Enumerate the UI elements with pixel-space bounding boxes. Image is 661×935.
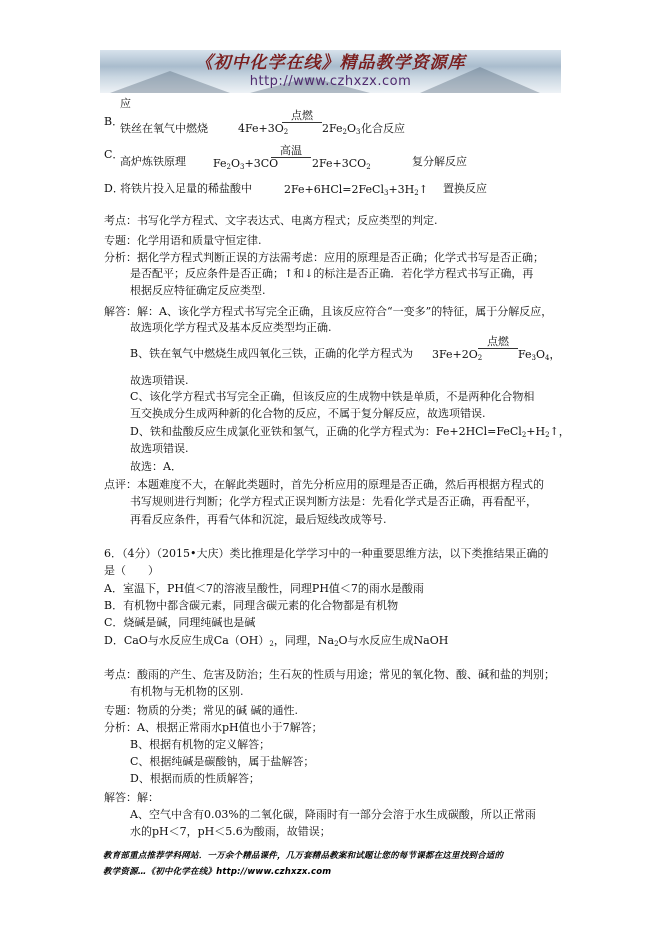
q5-option-c-lhs: $Fe_2O_3+3CO$ [213,157,279,171]
q6-jieda-line: 水的pH＜7，pH＜5.6为酸雨，故错误； [130,825,331,838]
q6-fenxi-line: C、根据纯碱是碳酸钠，属于盐解答； [130,755,315,768]
header-banner [100,50,561,93]
q6-fenxi-line: B、根据有机物的定义解答； [130,738,271,751]
q5-jieda-line: 互交换成分生成两种新的化合物的反应，不属于复分解反应，故选项错误. [130,407,486,420]
reaction-arrow-line [478,348,518,349]
q5-jieda-line: 故选项化学方程式及基本反应类型均正确. [130,321,332,334]
q5-dianping-line: 书写规则进行判断；化学方程式正误判断方法是：先看化学式是否正确，再看配平， [130,495,537,508]
q5-answer: 故选：A． [130,460,182,473]
q5-dianping-line: 点评：本题难度不大，在解此类题时，首先分析应用的原理是否正确，然后再根据方程式的 [104,478,544,491]
q5-jieda-b-text: B、铁在氧气中燃烧生成四氧化三铁，正确的化学方程式为 [130,347,414,360]
q5-jieda-line: 解答：解：A、该化学方程式书写完全正确，且该反应符合“一变多”的特征，属于分解反应， [104,305,553,318]
q5-jieda-b-condition: 点燃 [478,336,518,349]
q5-jieda-b-rhs: $Fe_3O_4$， [518,348,561,362]
q5-option-b-type: 化合反应 [361,122,405,135]
q5-jieda-d-line: D、铁和盐酸反应生成氯化亚铁和氢气，正确的化学方程式为：$Fe+2HCl=FeCl_2+H_2↑$， [130,425,570,439]
q5-jieda-line: 故选项错误. [130,442,189,455]
q5-option-b-lhs: $4Fe+3O_2$ [238,122,289,136]
q5-option-c-condition: 高温 [271,145,311,158]
q5-fenxi-line: 是否配平；反应条件是否正确；↑和↓的标注是否正确．若化学方程式书写正确，再 [130,267,534,280]
q5-kaodian: 考点：书写化学方程式、文字表达式、电离方程式；反应类型的判定. [104,214,438,227]
q5-option-b-label: B． [104,115,124,128]
q6-stem: 是（ ） [104,564,159,577]
q5-option-b-rhs: $2Fe_2O_3$ [322,122,361,136]
q5-fenxi-line: 根据反应特征确定反应类型. [130,284,266,297]
q5-option-d-type: 置换反应 [443,182,487,195]
q5-option-c-text: 高炉炼铁原理 [120,155,186,168]
q5-option-c-label: C． [104,148,124,161]
q6-option-a: A．室温下，PH值＜7的溶液呈酸性，同理PH值＜7的雨水是酸雨 [104,582,424,595]
reaction-arrow-line [282,122,322,123]
q6-stem: 6．（4分）（2015•大庆）类比推理是化学学习中的一种重要思维方法，以下类推结果正确的 [104,547,549,560]
q5-option-c-type: 复分解反应 [412,155,467,168]
q6-jieda-line: A、空气中含有0.03%的二氧化碳，降雨时有一部分会溶于水生成碳酸，所以正常雨 [130,808,536,821]
q5-jieda-b-lhs: $3Fe+2O_2$ [432,348,483,362]
q5-option-d-equation: $2Fe+6HCl=2FeCl_3+3H_2↑$ [284,183,428,197]
q5-option-d-label: D． [104,182,124,195]
footer-line: 教学资源…《初中化学在线》http://www.czhxzx.com [103,867,332,877]
banner-url[interactable]: http://www.czhxzx.com [249,74,412,89]
q5-jieda-line: 故选项错误. [130,374,189,387]
q5-option-b-text: 铁丝在氧气中燃烧 [120,122,208,135]
q6-option-c: C．烧碱是碱，同理纯碱也是碱 [104,616,256,629]
q5-option-b-condition: 点燃 [282,110,322,123]
q5-fenxi-line: 分析：据化学方程式判断正误的方法需考虑：应用的原理是否正确；化学式书写是否正确； [104,251,544,264]
q6-fenxi-line: D、根据而质的性质解答； [130,772,260,785]
q6-option-b: B．有机物中都含碳元素，同理含碳元素的化合物都是有机物 [104,599,399,612]
q6-zhuanti: 专题：物质的分类；常见的碱 碱的通性. [104,704,298,717]
q6-kaodian: 考点：酸雨的产生、危害及防治；生石灰的性质与用途；常见的氧化物、酸、碱和盐的判别； [104,668,555,681]
q5-option-a-tail: 应 [120,97,131,110]
q6-jieda-head: 解答：解： [104,791,159,804]
q5-option-c-rhs: $2Fe+3CO_2$ [312,157,371,171]
banner-title: 《初中化学在线》精品教学资源库 [195,53,466,73]
q5-jieda-line: C、该化学方程式书写完全正确，但该反应的生成物中铁是单质，不是两种化合物相 [130,390,535,403]
q5-option-d-text: 将铁片投入足量的稀盐酸中 [120,182,252,195]
q6-kaodian: 有机物与无机物的区别. [130,685,244,698]
reaction-arrow-line [271,157,311,158]
q6-option-d: D．CaO与水反应生成$Ca(OH)_2$，同理，$Na_2O$与水反应生成NaOH [104,634,449,648]
footer-line: 教育部重点推荐学科网站．一万余个精品课件，几万套精品教案和试题让您的每节课都在这里找到合适的 [103,851,504,861]
q5-zhuanti: 专题：化学用语和质量守恒定律. [104,234,262,247]
q6-fenxi-line: 分析：A、根据正常雨水pH值也小于7解答； [104,721,323,734]
q5-dianping-line: 再看反应条件，再看气体和沉淀，最后短线改成等号. [130,513,387,526]
